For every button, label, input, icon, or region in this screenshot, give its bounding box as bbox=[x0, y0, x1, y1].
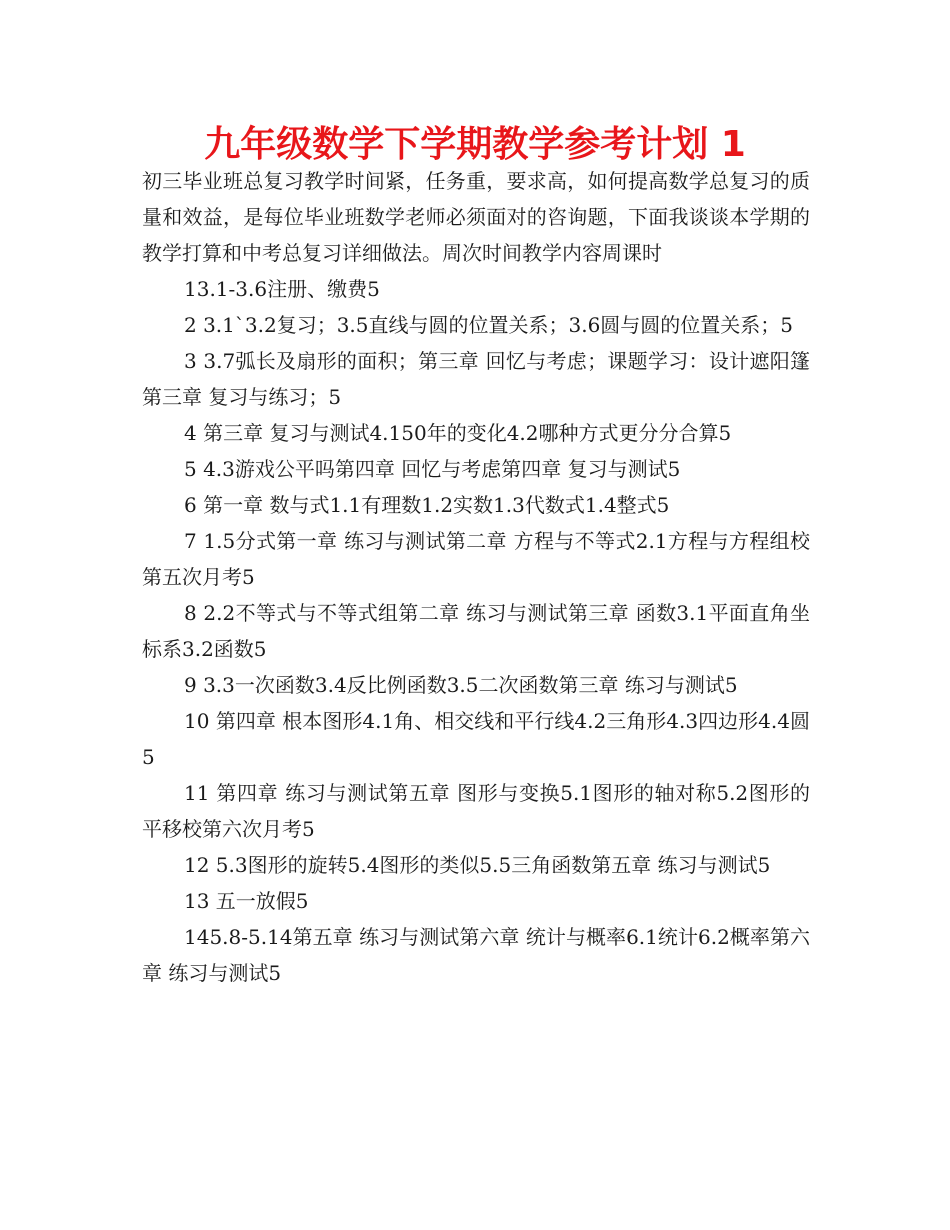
schedule-row-14: 145.8-5.14第五章 练习与测试第六章 统计与概率6.1统计6.2概率第六章 练习与测试5 bbox=[142, 925, 810, 985]
schedule-row-8: 8 2.2不等式与不等式组第二章 练习与测试第三章 函数3.1平面直角坐标系3.2函数5 bbox=[142, 601, 810, 661]
schedule-row-10: 10 第四章 根本图形4.1角、相交线和平行线4.2三角形4.3四边形4.4圆5 bbox=[142, 709, 810, 769]
schedule-row-3: 3 3.7弧长及扇形的面积；第三章 回忆与考虑；课题学习：设计遮阳篷第三章 复习与练习；5 bbox=[142, 349, 810, 409]
document-body bbox=[142, 163, 810, 991]
schedule-row-12: 12 5.3图形的旋转5.4图形的类似5.5三角函数第五章 练习与测试5 bbox=[184, 853, 771, 877]
schedule-row-2: 2 3.1`3.2复习；3.5直线与圆的位置关系；3.6圆与圆的位置关系；5 bbox=[184, 313, 794, 337]
schedule-row-6: 6 第一章 数与式1.1有理数1.2实数1.3代数式1.4整式5 bbox=[184, 493, 670, 517]
schedule-row-7: 7 1.5分式第一章 练习与测试第二章 方程与不等式2.1方程与方程组校第五次月考5 bbox=[142, 529, 810, 589]
schedule-row-11: 11 第四章 练习与测试第五章 图形与变换5.1图形的轴对称5.2图形的平移校第六次月考5 bbox=[142, 781, 810, 841]
schedule-row-5: 5 4.3游戏公平吗第四章 回忆与考虑第四章 复习与测试5 bbox=[184, 457, 681, 481]
intro-paragraph: 初三毕业班总复习教学时间紧，任务重，要求高，如何提高数学总复习的质量和效益，是每位毕业班数学老师必须面对的咨询题，下面我谈谈本学期的教学打算和中考总复习详细做法。周次时间教学内容周课时 bbox=[142, 169, 810, 265]
schedule-row-1: 13.1-3.6注册、缴费5 bbox=[184, 277, 380, 301]
schedule-row-13: 13 五一放假5 bbox=[184, 889, 309, 913]
schedule-row-4: 4 第三章 复习与测试4.150年的变化4.2哪种方式更分分合算5 bbox=[184, 421, 732, 445]
document-title: 九年级数学下学期教学参考计划 1 bbox=[204, 124, 746, 165]
schedule-row-9: 9 3.3一次函数3.4反比例函数3.5二次函数第三章 练习与测试5 bbox=[184, 673, 738, 697]
